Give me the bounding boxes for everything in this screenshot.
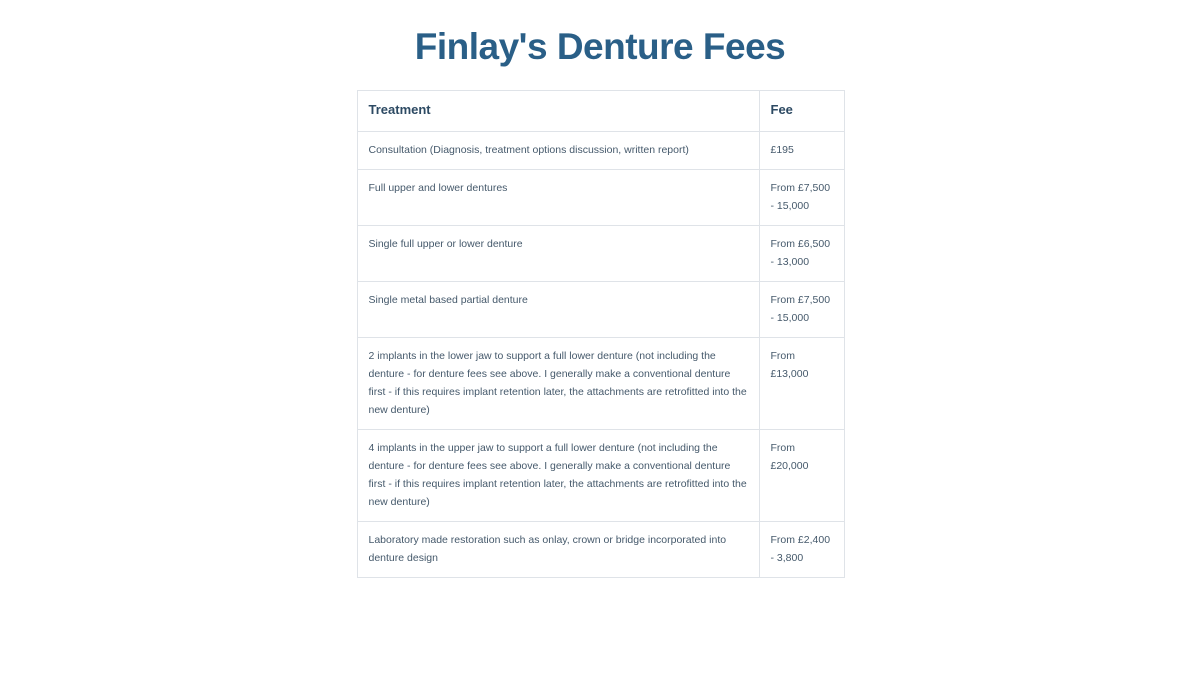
cell-fee: £195 [759,131,844,169]
cell-treatment: Single metal based partial denture [357,281,759,337]
table-header-row [357,90,844,131]
table-body [357,131,844,578]
cell-treatment: 2 implants in the lower jaw to support a full lower denture (not including the denture - for denture fees see above. I generally make a conventional denture first - if this requires implant retention later, the attachments are retrofitted into the new denture) [357,337,759,429]
page-title: Finlay's Denture Fees [414,26,786,67]
cell-treatment: Single full upper or lower denture [357,225,759,281]
table-row [357,522,844,578]
cell-fee: From £7,500 - 15,000 [759,281,844,337]
cell-treatment: Full upper and lower dentures [357,169,759,225]
cell-fee: From £7,500 - 15,000 [759,169,844,225]
table-head [357,90,844,131]
cell-fee: From £20,000 [759,430,844,522]
cell-fee: From £2,400 - 3,800 [759,522,844,578]
fees-table [357,90,845,579]
table-row [357,225,844,281]
cell-treatment: Consultation (Diagnosis, treatment options discussion, written report) [357,131,759,169]
column-header-treatment: Treatment [357,90,759,131]
cell-treatment: 4 implants in the upper jaw to support a full lower denture (not including the denture - for denture fees see above. I generally make a conventional denture first - if this requires implant retention later, the attachments are retrofitted into the new denture) [357,430,759,522]
cell-treatment: Laboratory made restoration such as onlay, crown or bridge incorporated into denture design [357,522,759,578]
fees-table-wrapper [357,90,844,579]
table-row [357,131,844,169]
table-row [357,430,844,522]
cell-fee: From £13,000 [759,337,844,429]
table-row [357,337,844,429]
table-row [357,169,844,225]
table-row [357,281,844,337]
cell-fee: From £6,500 - 13,000 [759,225,844,281]
column-header-fee: Fee [759,90,844,131]
